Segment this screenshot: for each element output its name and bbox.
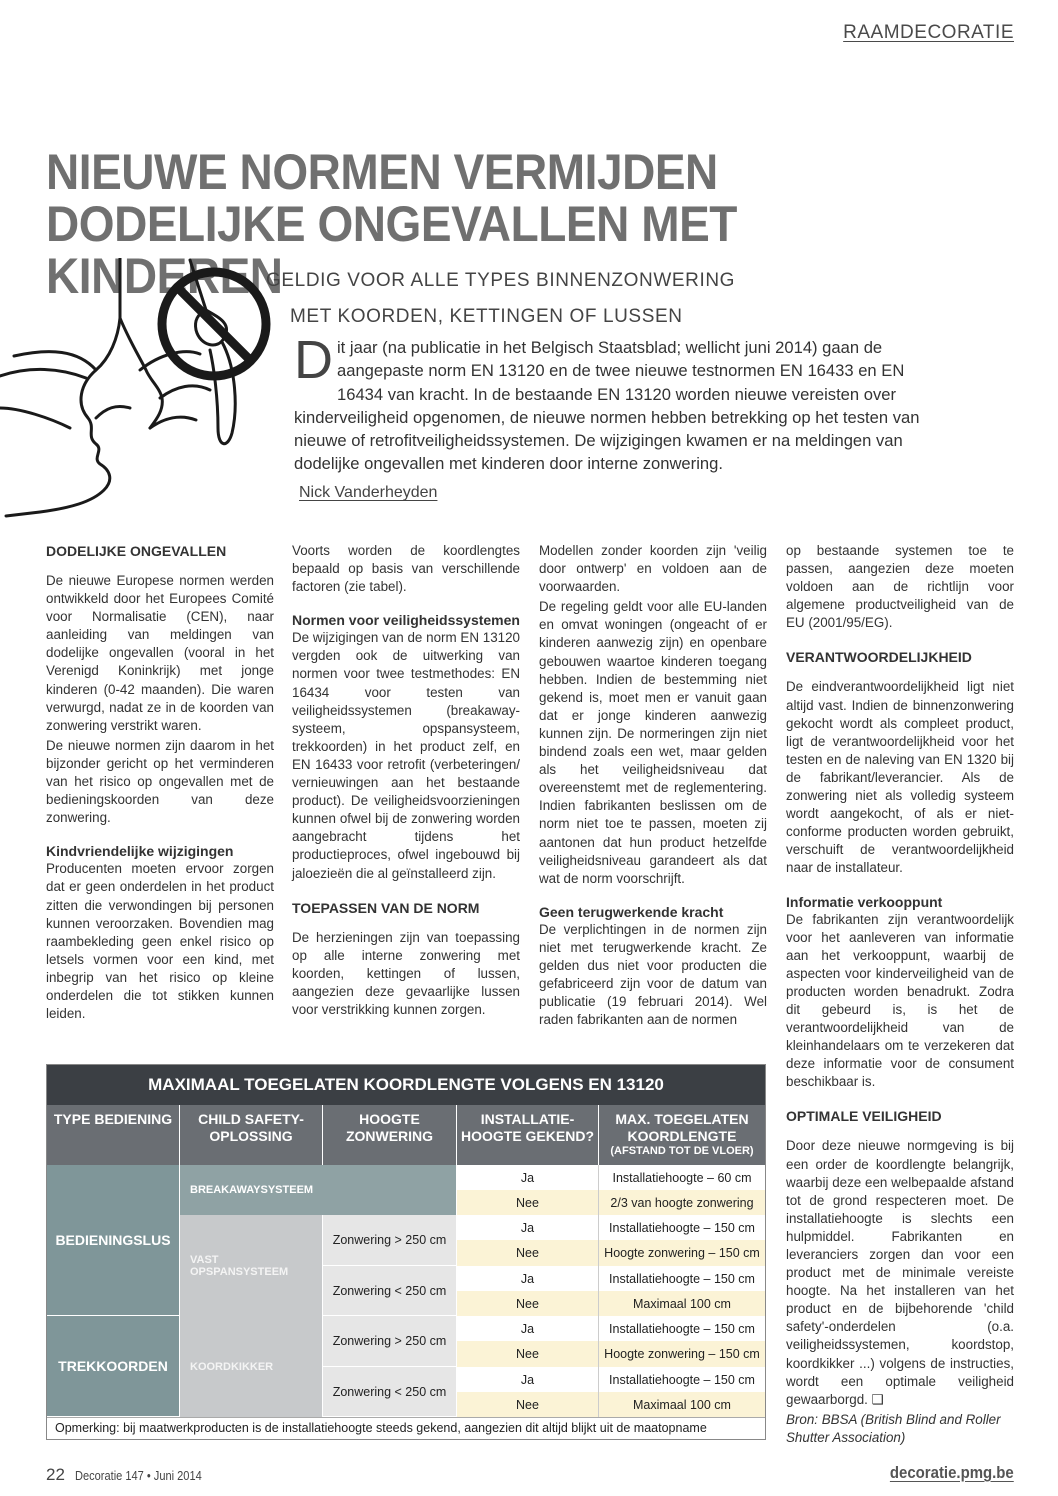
page-footer <box>46 1465 224 1485</box>
column-2 <box>292 542 520 1021</box>
max-cell: Hoogte zonwering – 150 cm <box>599 1341 765 1367</box>
paragraph: De verplichtingen in de normen zijn niet met terugwerkende kracht. Ze gelden dus niet voor producten die gefabriceerd zijn voor de datum van publicatie (19 februari 2014). Wel raden fabrikanten aan de normen <box>539 921 767 1028</box>
table-title: MAXIMAAL TOEGELATEN KOORDLENGTE VOLGENS EN 13120 <box>47 1065 765 1105</box>
header-child-safety: CHILD SAFETY- OPLOSSING <box>180 1105 323 1165</box>
heading-verantwoordelijkheid: VERANTWOORDELIJKHEID <box>786 649 972 666</box>
child-cord-warning-illustration <box>0 258 290 520</box>
paragraph: De herzieningen zijn van toepassing op alle interne zonwering met koorden, kettingen of lussen, aangezien deze gevaarlijke lussen voor verstrikking kunnen zorgen. <box>292 929 520 1017</box>
subtitle-line-2: MET KOORDEN, KETTINGEN OF LUSSEN <box>290 306 683 327</box>
max-cell: Installatiehoogte – 150 cm <box>599 1367 765 1392</box>
header-installatiehoogte: INSTALLATIE- HOOGTE GEKEND? <box>457 1105 599 1165</box>
cord-length-table <box>46 1064 766 1440</box>
subtitle-line-1: GELDIG VOOR ALLE TYPES BINNENZONWERING <box>266 270 736 291</box>
heading-kindvriendelijke-wijzigingen: Kindvriendelijke wijzigingen <box>46 843 234 860</box>
max-cell: Maximaal 100 cm <box>599 1291 765 1316</box>
website-link[interactable]: decoratie.pmg.be <box>890 1463 1014 1482</box>
max-cell: Installatiehoogte – 150 cm <box>599 1316 765 1341</box>
paragraph: De regeling geldt voor alle EU-landen en omvat woningen (ongeacht of er kinderen aanwezig zijn) en openbare gebouwen waartoe kinderen toegang hebben. Indien de bestemming niet gekend is, moet men er vanuit gaan dat er jonge kinderen aanwezig kunnen zijn. De normeringen zijn niet bindend zoals een wet, maar gelden als het veiligheidsniveau dat overeenstemt met de reglementering. Indien fabrikanten beslissen om de norm niet toe te passen, moeten zij aantonen dat hun product hetzelfde veiligheidsniveau garandeert als dat wat de norm voorschrijft. <box>539 599 767 886</box>
table-header-row <box>47 1105 765 1165</box>
column-4 <box>786 542 1014 1449</box>
headline-line-2: DODELIJKE ONGEVALLEN MET KINDEREN <box>46 196 737 304</box>
table-note: Opmerking: bij maatwerkproducten is de installatiehoogte steeds gekend, aangezien dit altijd blijkt uit de maatopname <box>47 1417 765 1439</box>
drop-cap: D <box>294 330 333 390</box>
headline-line-1: NIEUWE NORMEN VERMIJDEN <box>46 144 718 200</box>
intro-text: it jaar (na publicatie in het Belgisch Staatsblad; wellicht juni 2014) gaan de aangepaste norm EN 13120 en de twee nieuwe testnormen EN 16433 en EN 16434 van kracht. In de bestaande EN 13120 worden nieuwe vereisten over kinderveiligheid opgenomen, de nieuwe normen hebben betrekking op het testen van nieuwe of retrofitveiligheidssystemen. De wijzigingen kwamen er na meldingen van dodelijke ongevallen met kinderen door interne zonwering. <box>294 338 920 474</box>
header-max-koordlengte: MAX. TOEGELATEN KOORDLENGTE (AFSTAND TOT DE VLOER) <box>610 1111 754 1157</box>
heading-optimale-veiligheid: OPTIMALE VEILIGHEID <box>786 1108 942 1125</box>
paragraph: Modellen zonder koorden zijn 'veilig door ontwerp' en voldoen aan de voorwaarden. <box>539 543 767 595</box>
paragraph: De wijzigingen van de norm EN 13120 vergden ook de uitwerking van normen voor twee testmethodes: EN 16434 voor testen van veiligheidssystemen (breakaway-systeem, opspansysteem, trekkoorden) in het product zelf, en EN 16433 voor retrofit (verbeteringen/ vernieuwingen aan het bestaande product). De veiligheidsvoorzieningen kunnen ofwel bij de zonwering worden aangebracht tijdens het productieproces, ofwel ingebouwd bij jaloezieën die al geïnstalleerd zijn. <box>292 630 520 881</box>
paragraph: Voorts worden de koordlengtes bepaald op basis van verschillende factoren (zie tabel). <box>292 543 520 595</box>
heading-toepassen-van-de-norm: TOEPASSEN VAN DE NORM <box>292 899 480 916</box>
bediening-cell: TREKKOORDEN <box>47 1316 180 1417</box>
oplossing-cell: VAST OPSPANSYSTEEM <box>180 1215 323 1316</box>
installatie-cell: Nee <box>457 1240 599 1266</box>
paragraph: Door deze nieuwe normgeving is bij een order de koordlengte belangrijk, waarbij deze een welbepaalde afstand tot de grond respecteren moet. De installatiehoogte is slechts een hulpmiddel. Fabrikanten en leveranciers zorgen dan voor een product met de minimale vereiste hoogte. Na het installeren van het product en de bijbehorende 'child safety'-onderdelen (o.a. veiligheidssystemen, koordstop, koordkikker ...) volgens de instructies, wordt een optimale veiligheid gewaarborgd. ❑ <box>786 1138 1014 1407</box>
installatie-cell: Ja <box>457 1165 599 1190</box>
oplossing-cell: BREAKAWAYSYSTEEM <box>180 1165 457 1215</box>
paragraph: De nieuwe Europese normen werden ontwikkeld door het Europees Comité voor Normalisatie (CEN), naar aanleiding van meldingen van dodelijke ongevallen (vooral in het Verenigd Koninkrijk) met jonge kinderen (0-42 maanden). Die waren verwurgd, nadat ze in de koorden van zonwering verstrikt waren. <box>46 573 274 733</box>
installatie-cell: Nee <box>457 1341 599 1367</box>
heading-geen-terugwerkende-kracht: Geen terugwerkende kracht <box>539 903 724 920</box>
paragraph: De nieuwe normen zijn daarom in het bijzonder gericht op het verminderen van het risico op ongevallen met de bedieningskoorden van deze zonwering. <box>46 737 274 826</box>
max-cell: Installatiehoogte – 60 cm <box>599 1165 765 1190</box>
paragraph: op bestaande systemen toe te passen, aangezien deze moeten voldoen aan de richtlijn voor algemene productveiligheid van de EU (2001/95/EG). <box>786 543 1014 631</box>
column-1 <box>46 542 274 1025</box>
installatie-cell: Ja <box>457 1215 599 1240</box>
paragraph: De eindverantwoordelijkheid ligt niet altijd vast. Indien de binnenzonwering gekocht wordt als compleet product, ligt de verantwoordelijkheid voor het testen en de naleving van EN 1320 bij de fabrikant/leverancier. Als de zonwering niet als volledig systeem wordt aangekocht, of als er niet-conforme producten worden gebruikt, verschuift de verantwoordelijkheid naar de installateur. <box>786 679 1014 876</box>
magazine-issue: Decoratie 147 • Juni 2014 <box>74 1468 202 1483</box>
installatie-cell: Nee <box>457 1190 599 1215</box>
heading-dodelijke-ongevallen: DODELIJKE ONGEVALLEN <box>46 543 227 559</box>
header-hoogte-zonwering: HOOGTE ZONWERING <box>323 1105 457 1165</box>
table-body <box>47 1165 765 1417</box>
max-cell: Maximaal 100 cm <box>599 1392 765 1417</box>
source-credit: Bron: BBSA (British Blind and Roller Shutter Association) <box>786 1411 1001 1445</box>
hoogte-cell: Zonwering < 250 cm <box>323 1367 457 1417</box>
page-number: 22 <box>46 1465 65 1484</box>
installatie-cell: Ja <box>457 1266 599 1291</box>
oplossing-cell: KOORDKIKKER <box>180 1316 323 1417</box>
header-type-bediening: TYPE BEDIENING <box>47 1105 180 1165</box>
section-tag: RAAMDECORATIE <box>843 22 1014 43</box>
hoogte-cell: Zonwering > 250 cm <box>323 1215 457 1266</box>
paragraph: Producenten moeten ervoor zorgen dat er geen onderdelen in het product zitten die verwondingen bij personen kunnen veroorzaken. Bovendien mag raambekleding geen enkel risico op letsels vormen voor een kind, met inbegrip van het risico op kleine onderdelen die tot stikken kunnen leiden. <box>46 861 274 1022</box>
bediening-cell: BEDIENINGSLUS <box>47 1165 180 1316</box>
installatie-cell: Ja <box>457 1367 599 1392</box>
column-3 <box>539 542 767 1031</box>
intro-paragraph <box>294 330 934 476</box>
max-cell: Installatiehoogte – 150 cm <box>599 1215 765 1240</box>
heading-normen-veiligheidssystemen: Normen voor veiligheidssystemen <box>292 612 520 629</box>
installatie-cell: Nee <box>457 1392 599 1417</box>
paragraph: De fabrikanten zijn verantwoordelijk voor het aanleveren van informatie aan het verkooppunt, waarbij de aspecten voor kinderveiligheid van de producten worden benadrukt. Zodra dit gebeurd is, is het de verantwoordelijkheid van de kleinhandelaars om te verzekeren dat deze informatie voor de consument beschikbaar is. <box>786 911 1014 1090</box>
max-cell: 2/3 van hoogte zonwering <box>599 1190 765 1215</box>
max-cell: Installatiehoogte – 150 cm <box>599 1266 765 1291</box>
installatie-cell: Nee <box>457 1291 599 1316</box>
max-cell: Hoogte zonwering – 150 cm <box>599 1240 765 1266</box>
hoogte-cell: Zonwering > 250 cm <box>323 1316 457 1367</box>
hoogte-cell: Zonwering < 250 cm <box>323 1266 457 1316</box>
heading-informatie-verkooppunt: Informatie verkooppunt <box>786 893 943 910</box>
author-byline: Nick Vanderheyden <box>299 484 438 501</box>
installatie-cell: Ja <box>457 1316 599 1341</box>
